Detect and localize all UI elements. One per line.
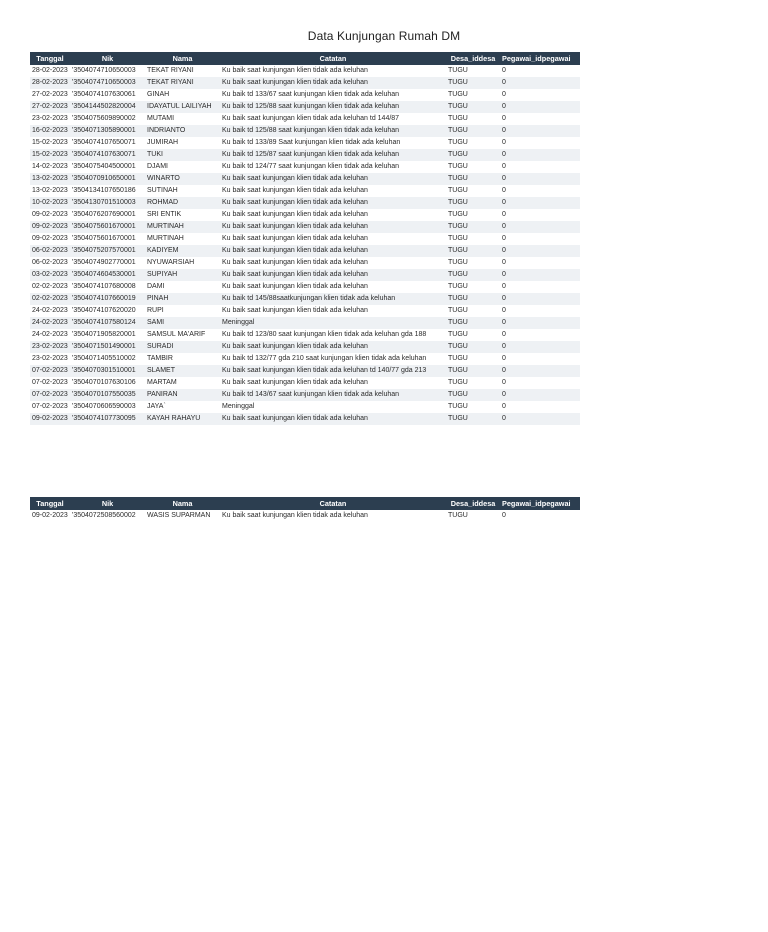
table-row <box>30 137 580 149</box>
cell-nik: '3504076207690001 <box>70 209 145 221</box>
cell-desa: TUGU <box>446 173 500 185</box>
cell-tanggal: 13-02-2023 <box>30 185 70 197</box>
cell-desa: TUGU <box>446 293 500 305</box>
cell-tanggal: 09-02-2023 <box>30 209 70 221</box>
cell-nama: JUMIRAH <box>145 137 220 149</box>
table-row <box>30 89 580 101</box>
cell-nama: IDAYATUL LAILIYAH <box>145 101 220 113</box>
cell-nama: SUTINAH <box>145 185 220 197</box>
table-row <box>30 257 580 269</box>
table-row <box>30 149 580 161</box>
cell-catatan: Ku baik saat kunjungan klien tidak ada keluhan <box>220 305 446 317</box>
cell-pegawai: 0 <box>500 65 580 77</box>
table-row <box>30 401 580 413</box>
cell-pegawai: 0 <box>500 365 580 377</box>
cell-nik: '3504144502820004 <box>70 101 145 113</box>
cell-desa: TUGU <box>446 65 500 77</box>
header-nama: Nama <box>145 52 220 65</box>
cell-tanggal: 24-02-2023 <box>30 305 70 317</box>
cell-pegawai: 0 <box>500 401 580 413</box>
cell-catatan: Ku baik saat kunjungan klien tidak ada keluhan <box>220 77 446 89</box>
cell-tanggal: 15-02-2023 <box>30 137 70 149</box>
cell-catatan: Ku baik saat kunjungan klien tidak ada keluhan <box>220 269 446 281</box>
table-body <box>30 510 580 522</box>
cell-catatan: Ku baik td 125/88 saat kunjungan klien tidak ada keluhan <box>220 101 446 113</box>
cell-pegawai: 0 <box>500 89 580 101</box>
table-row <box>30 125 580 137</box>
table-row <box>30 245 580 257</box>
cell-nama: KAYAH RAHAYU <box>145 413 220 425</box>
cell-nama: KADIYEM <box>145 245 220 257</box>
cell-desa: TUGU <box>446 389 500 401</box>
cell-catatan: Ku baik td 123/80 saat kunjungan klien tidak ada keluhan gda 188 <box>220 329 446 341</box>
cell-pegawai: 0 <box>500 269 580 281</box>
header-catatan: Catatan <box>220 497 446 510</box>
cell-catatan: Ku baik saat kunjungan klien tidak ada keluhan <box>220 221 446 233</box>
cell-nama: SLAMET <box>145 365 220 377</box>
cell-catatan: Ku baik td 133/89 Saat kunjungan klien tidak ada keluhan <box>220 137 446 149</box>
cell-nik: '3504071305890001 <box>70 125 145 137</box>
table-row <box>30 221 580 233</box>
cell-catatan: Ku baik saat kunjungan klien tidak ada keluhan <box>220 413 446 425</box>
cell-nama: TUKI <box>145 149 220 161</box>
cell-catatan: Ku baik saat kunjungan klien tidak ada keluhan <box>220 377 446 389</box>
cell-tanggal: 10-02-2023 <box>30 197 70 209</box>
cell-desa: TUGU <box>446 341 500 353</box>
cell-desa: TUGU <box>446 353 500 365</box>
cell-tanggal: 23-02-2023 <box>30 341 70 353</box>
cell-tanggal: 28-02-2023 <box>30 77 70 89</box>
table-row <box>30 353 580 365</box>
cell-nik: '3504074902770001 <box>70 257 145 269</box>
cell-pegawai: 0 <box>500 353 580 365</box>
cell-nik: '3504074710650003 <box>70 77 145 89</box>
cell-desa: TUGU <box>446 77 500 89</box>
header-catatan: Catatan <box>220 52 446 65</box>
cell-pegawai: 0 <box>500 293 580 305</box>
cell-tanggal: 09-02-2023 <box>30 233 70 245</box>
cell-nama: SAMI <box>145 317 220 329</box>
cell-tanggal: 16-02-2023 <box>30 125 70 137</box>
cell-desa: TUGU <box>446 401 500 413</box>
table-row <box>30 269 580 281</box>
cell-nik: '3504070107630106 <box>70 377 145 389</box>
cell-desa: TUGU <box>446 113 500 125</box>
cell-nama: RUPI <box>145 305 220 317</box>
cell-catatan: Ku baik saat kunjungan klien tidak ada keluhan <box>220 510 446 522</box>
table-row <box>30 197 580 209</box>
cell-tanggal: 07-02-2023 <box>30 365 70 377</box>
header-nik: Nik <box>70 497 145 510</box>
cell-catatan: Ku baik saat kunjungan klien tidak ada keluhan td 144/87 <box>220 113 446 125</box>
cell-tanggal: 06-02-2023 <box>30 257 70 269</box>
table-row <box>30 209 580 221</box>
cell-catatan: Ku baik td 145/88saatkunjungan klien tidak ada keluhan <box>220 293 446 305</box>
cell-nik: '3504072508560002 <box>70 510 145 522</box>
cell-catatan: Ku baik td 132/77 gda 210 saat kunjungan klien tidak ada keluhan <box>220 353 446 365</box>
cell-tanggal: 09-02-2023 <box>30 413 70 425</box>
cell-desa: TUGU <box>446 269 500 281</box>
cell-nama: SAMSUL MA'ARIF <box>145 329 220 341</box>
table-row <box>30 293 580 305</box>
page-title: Data Kunjungan Rumah DM <box>307 29 461 43</box>
cell-nama: DJAMI <box>145 161 220 173</box>
cell-tanggal: 09-02-2023 <box>30 221 70 233</box>
table-row <box>30 281 580 293</box>
cell-nama: TEKAT RIYANI <box>145 65 220 77</box>
cell-nik: '3504074107630061 <box>70 89 145 101</box>
cell-catatan: Ku baik saat kunjungan klien tidak ada keluhan <box>220 209 446 221</box>
cell-pegawai: 0 <box>500 221 580 233</box>
cell-nik: '3504071405510002 <box>70 353 145 365</box>
cell-pegawai: 0 <box>500 245 580 257</box>
cell-nik: '3504074107630071 <box>70 149 145 161</box>
header-nik: Nik <box>70 52 145 65</box>
cell-catatan: Ku baik td 125/87 saat kunjungan klien tidak ada keluhan <box>220 149 446 161</box>
header-pegawai: Pegawai_idpegawai <box>500 52 580 65</box>
table-header-row <box>30 497 580 510</box>
cell-nik: '3504070107550035 <box>70 389 145 401</box>
table-row <box>30 185 580 197</box>
cell-pegawai: 0 <box>500 510 580 522</box>
cell-pegawai: 0 <box>500 125 580 137</box>
cell-pegawai: 0 <box>500 161 580 173</box>
cell-desa: TUGU <box>446 233 500 245</box>
cell-tanggal: 24-02-2023 <box>30 317 70 329</box>
cell-pegawai: 0 <box>500 113 580 125</box>
cell-pegawai: 0 <box>500 185 580 197</box>
cell-pegawai: 0 <box>500 173 580 185</box>
visit-table-2 <box>30 497 580 522</box>
header-desa: Desa_iddesa <box>446 52 500 65</box>
cell-desa: TUGU <box>446 329 500 341</box>
cell-pegawai: 0 <box>500 197 580 209</box>
cell-tanggal: 07-02-2023 <box>30 389 70 401</box>
cell-nama: PINAH <box>145 293 220 305</box>
cell-pegawai: 0 <box>500 377 580 389</box>
table-row <box>30 413 580 425</box>
cell-nik: '3504070606590003 <box>70 401 145 413</box>
cell-pegawai: 0 <box>500 101 580 113</box>
cell-nama: WASIS SUPARMAN <box>145 510 220 522</box>
cell-pegawai: 0 <box>500 281 580 293</box>
cell-nik: '3504074710650003 <box>70 65 145 77</box>
cell-nama: ROHMAD <box>145 197 220 209</box>
cell-desa: TUGU <box>446 101 500 113</box>
cell-nama: MARTAM <box>145 377 220 389</box>
cell-desa: TUGU <box>446 197 500 209</box>
header-nama: Nama <box>145 497 220 510</box>
cell-pegawai: 0 <box>500 305 580 317</box>
cell-nama: SURADI <box>145 341 220 353</box>
table-row <box>30 329 580 341</box>
cell-nik: '3504075601670001 <box>70 233 145 245</box>
header-desa: Desa_iddesa <box>446 497 500 510</box>
cell-nama: TEKAT RIYANI <box>145 77 220 89</box>
cell-nama: NYUWARSIAH <box>145 257 220 269</box>
cell-desa: TUGU <box>446 317 500 329</box>
cell-catatan: Ku baik td 125/88 saat kunjungan klien tidak ada keluhan <box>220 125 446 137</box>
cell-tanggal: 24-02-2023 <box>30 329 70 341</box>
cell-desa: TUGU <box>446 413 500 425</box>
cell-nama: MUTAMI <box>145 113 220 125</box>
cell-catatan: Ku baik td 143/67 saat kunjungan klien tidak ada keluhan <box>220 389 446 401</box>
cell-catatan: Ku baik saat kunjungan klien tidak ada keluhan <box>220 197 446 209</box>
table-row <box>30 173 580 185</box>
cell-tanggal: 15-02-2023 <box>30 149 70 161</box>
cell-nama: INDRIANTO <box>145 125 220 137</box>
cell-pegawai: 0 <box>500 317 580 329</box>
cell-desa: TUGU <box>446 149 500 161</box>
cell-desa: TUGU <box>446 185 500 197</box>
visit-table-1 <box>30 52 580 425</box>
cell-catatan: Meninggal <box>220 317 446 329</box>
cell-pegawai: 0 <box>500 233 580 245</box>
table-row <box>30 101 580 113</box>
cell-nama: SRI ENTIK <box>145 209 220 221</box>
cell-desa: TUGU <box>446 365 500 377</box>
cell-nik: '3504074107730095 <box>70 413 145 425</box>
cell-nama: JAYA` <box>145 401 220 413</box>
cell-catatan: Ku baik saat kunjungan klien tidak ada keluhan td 140/77 gda 213 <box>220 365 446 377</box>
cell-nik: '3504074107650071 <box>70 137 145 149</box>
header-tanggal: Tanggal <box>30 52 70 65</box>
cell-pegawai: 0 <box>500 413 580 425</box>
cell-tanggal: 13-02-2023 <box>30 173 70 185</box>
cell-desa: TUGU <box>446 305 500 317</box>
cell-nik: '3504071501490001 <box>70 341 145 353</box>
cell-nama: SUPIYAH <box>145 269 220 281</box>
cell-nik: '3504070301510001 <box>70 365 145 377</box>
cell-catatan: Ku baik td 124/77 saat kunjungan klien tidak ada keluhan <box>220 161 446 173</box>
cell-tanggal: 03-02-2023 <box>30 269 70 281</box>
table-row <box>30 305 580 317</box>
table-body <box>30 65 580 425</box>
table-row <box>30 65 580 77</box>
cell-pegawai: 0 <box>500 257 580 269</box>
cell-desa: TUGU <box>446 137 500 149</box>
cell-nik: '3504074107680008 <box>70 281 145 293</box>
cell-tanggal: 27-02-2023 <box>30 101 70 113</box>
cell-pegawai: 0 <box>500 149 580 161</box>
cell-tanggal: 02-02-2023 <box>30 281 70 293</box>
cell-desa: TUGU <box>446 125 500 137</box>
cell-nik: '3504070910650001 <box>70 173 145 185</box>
table-row <box>30 341 580 353</box>
cell-pegawai: 0 <box>500 329 580 341</box>
cell-tanggal: 28-02-2023 <box>30 65 70 77</box>
cell-catatan: Ku baik saat kunjungan klien tidak ada keluhan <box>220 233 446 245</box>
cell-pegawai: 0 <box>500 209 580 221</box>
cell-catatan: Ku baik td 133/67 saat kunjungan klien tidak ada keluhan <box>220 89 446 101</box>
table-row <box>30 233 580 245</box>
cell-tanggal: 06-02-2023 <box>30 245 70 257</box>
cell-desa: TUGU <box>446 257 500 269</box>
cell-desa: TUGU <box>446 209 500 221</box>
cell-tanggal: 23-02-2023 <box>30 353 70 365</box>
cell-nik: '3504134107650186 <box>70 185 145 197</box>
cell-catatan: Ku baik saat kunjungan klien tidak ada keluhan <box>220 341 446 353</box>
cell-tanggal: 02-02-2023 <box>30 293 70 305</box>
cell-nik: '3504074604530001 <box>70 269 145 281</box>
cell-nik: '3504075404500001 <box>70 161 145 173</box>
cell-catatan: Ku baik saat kunjungan klien tidak ada keluhan <box>220 65 446 77</box>
cell-catatan: Ku baik saat kunjungan klien tidak ada keluhan <box>220 173 446 185</box>
table-row <box>30 161 580 173</box>
cell-desa: TUGU <box>446 281 500 293</box>
cell-desa: TUGU <box>446 89 500 101</box>
header-tanggal: Tanggal <box>30 497 70 510</box>
cell-catatan: Ku baik saat kunjungan klien tidak ada keluhan <box>220 281 446 293</box>
cell-nama: PANIRAN <box>145 389 220 401</box>
table-row <box>30 113 580 125</box>
cell-tanggal: 07-02-2023 <box>30 377 70 389</box>
cell-tanggal: 23-02-2023 <box>30 113 70 125</box>
table-row <box>30 377 580 389</box>
cell-nama: MURTINAH <box>145 233 220 245</box>
cell-nik: '3504074107580124 <box>70 317 145 329</box>
cell-pegawai: 0 <box>500 77 580 89</box>
cell-nama: MURTINAH <box>145 221 220 233</box>
cell-nik: '3504074107660019 <box>70 293 145 305</box>
cell-catatan: Ku baik saat kunjungan klien tidak ada keluhan <box>220 245 446 257</box>
cell-desa: TUGU <box>446 377 500 389</box>
cell-nik: '3504074107620020 <box>70 305 145 317</box>
cell-catatan: Meninggal <box>220 401 446 413</box>
cell-nama: WINARTO <box>145 173 220 185</box>
cell-catatan: Ku baik saat kunjungan klien tidak ada keluhan <box>220 185 446 197</box>
cell-desa: TUGU <box>446 161 500 173</box>
cell-nik: '3504075207570001 <box>70 245 145 257</box>
cell-tanggal: 14-02-2023 <box>30 161 70 173</box>
cell-nik: '3504071905820001 <box>70 329 145 341</box>
cell-catatan: Ku baik saat kunjungan klien tidak ada keluhan <box>220 257 446 269</box>
cell-tanggal: 09-02-2023 <box>30 510 70 522</box>
cell-nik: '3504075609890002 <box>70 113 145 125</box>
cell-pegawai: 0 <box>500 341 580 353</box>
cell-nama: TAMBIR <box>145 353 220 365</box>
table-row <box>30 389 580 401</box>
cell-tanggal: 27-02-2023 <box>30 89 70 101</box>
cell-desa: TUGU <box>446 221 500 233</box>
table-row <box>30 510 580 522</box>
cell-desa: TUGU <box>446 510 500 522</box>
table-header-row <box>30 52 580 65</box>
cell-nik: '3504130701510003 <box>70 197 145 209</box>
header-pegawai: Pegawai_idpegawai <box>500 497 580 510</box>
table-row <box>30 77 580 89</box>
cell-nama: DAMI <box>145 281 220 293</box>
table-row <box>30 365 580 377</box>
cell-nama: GINAH <box>145 89 220 101</box>
cell-pegawai: 0 <box>500 137 580 149</box>
cell-nik: '3504075601670001 <box>70 221 145 233</box>
cell-desa: TUGU <box>446 245 500 257</box>
table-row <box>30 317 580 329</box>
cell-pegawai: 0 <box>500 389 580 401</box>
cell-tanggal: 07-02-2023 <box>30 401 70 413</box>
